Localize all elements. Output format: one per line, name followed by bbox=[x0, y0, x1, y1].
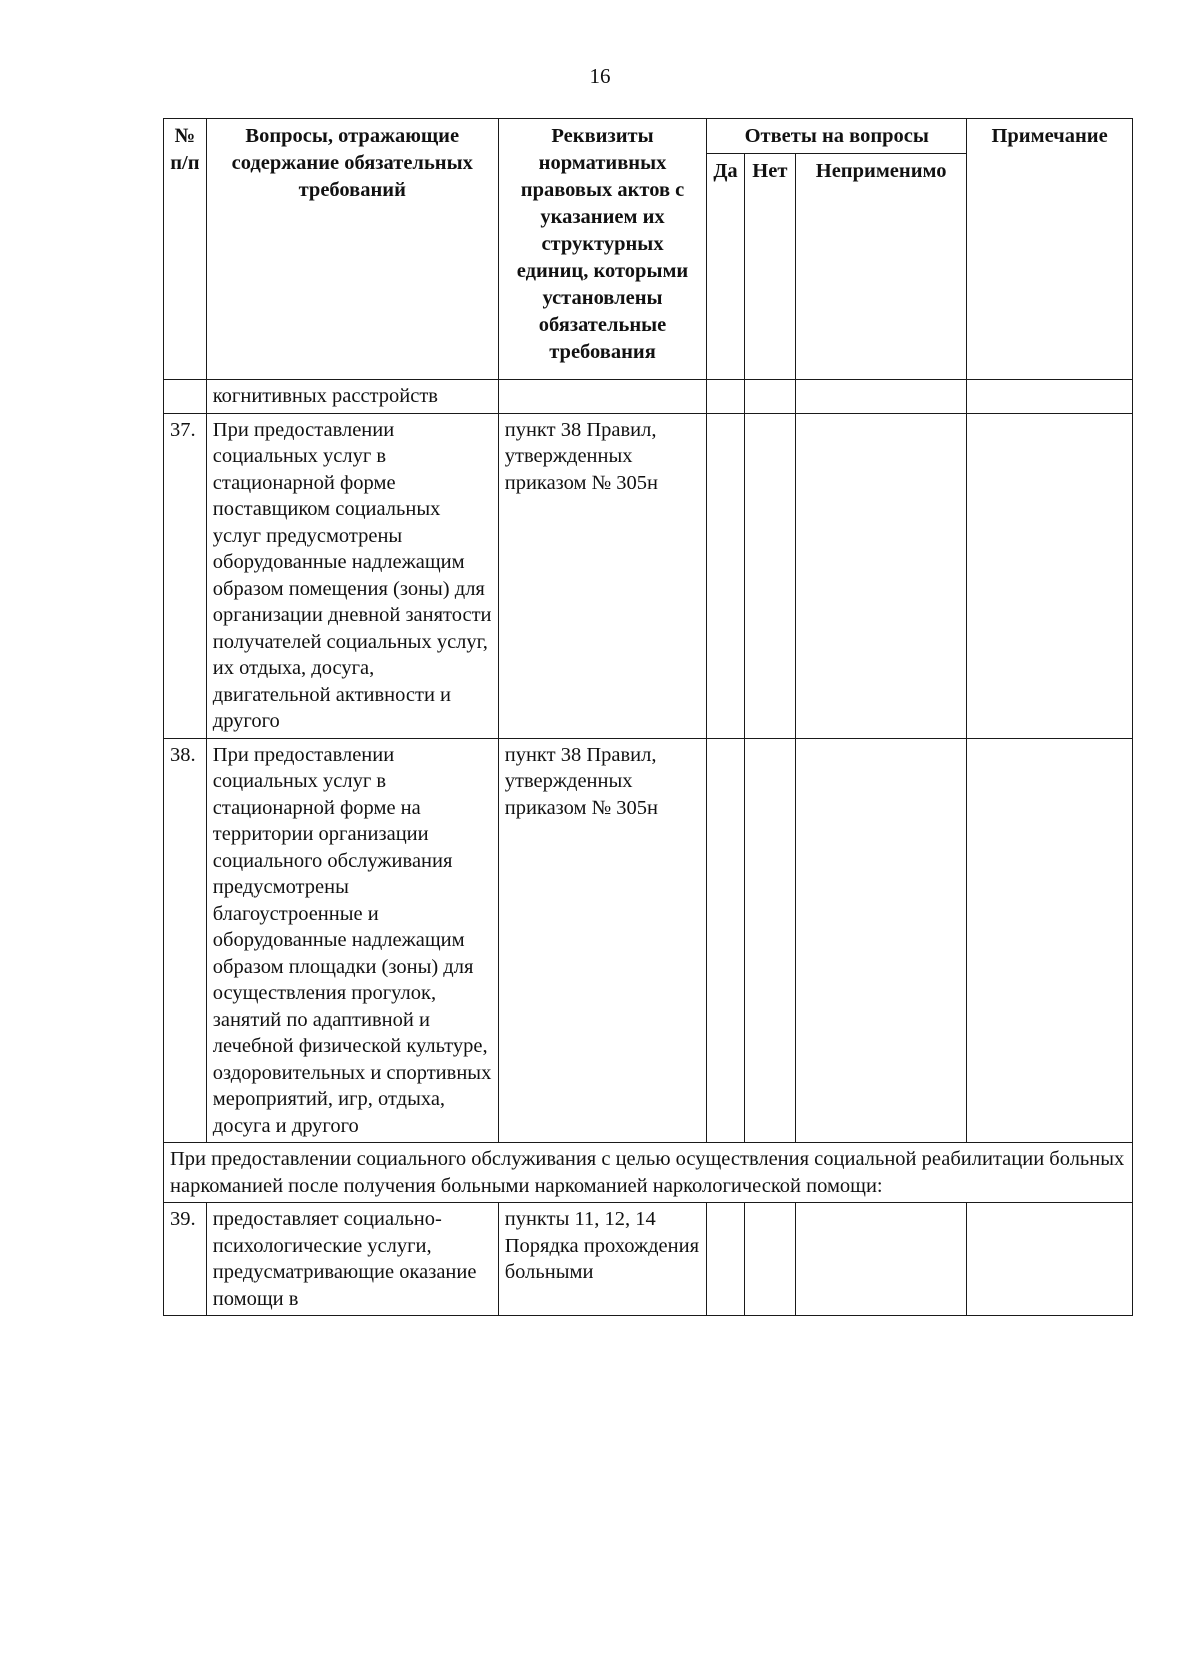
note-cell[interactable] bbox=[967, 738, 1133, 1143]
section-heading-row bbox=[164, 1143, 1133, 1203]
row-num bbox=[164, 380, 207, 414]
header-answers: Ответы на вопросы bbox=[707, 119, 967, 154]
page-number: 16 bbox=[589, 64, 611, 88]
section-heading: При предоставлении социального обслуживания с целью осуществления социальной реабилитации больных наркоманией после получения больными наркоманией наркологической помощи: bbox=[164, 1143, 1133, 1203]
row-question: При предоставлении социальных услуг в стационарной форме на территории организации социального обслуживания предусмотрены благоустроенные и оборудованные надлежащим образом площадки (зоны) для осуществления прогулок, занятий по адаптивной и лечебной физической культуре, оздоровительных и спортивных мероприятий, игр, отдыха, досуга и другого bbox=[206, 738, 498, 1143]
header-num: № п/п bbox=[164, 119, 207, 380]
header-not-applicable: Неприменимо bbox=[796, 154, 967, 380]
header-row bbox=[164, 119, 1133, 154]
table-row bbox=[164, 738, 1133, 1143]
answer-yes-cell[interactable] bbox=[707, 413, 744, 738]
table-row bbox=[164, 1203, 1133, 1316]
answer-na-cell[interactable] bbox=[796, 413, 967, 738]
answer-yes-cell[interactable] bbox=[707, 738, 744, 1143]
continuation-row bbox=[164, 380, 1133, 414]
answer-na-cell[interactable] bbox=[796, 380, 967, 414]
header-yes: Да bbox=[707, 154, 744, 380]
note-cell[interactable] bbox=[967, 413, 1133, 738]
note-cell[interactable] bbox=[967, 380, 1133, 414]
answer-no-cell[interactable] bbox=[744, 380, 795, 414]
row-requisites: пункт 38 Правил, утвержденных приказом № 305н bbox=[498, 413, 707, 738]
answer-no-cell[interactable] bbox=[744, 413, 795, 738]
row-question: предоставляет социально-психологические услуги, предусматривающие оказание помощи в bbox=[206, 1203, 498, 1316]
answer-no-cell[interactable] bbox=[744, 738, 795, 1143]
row-requisites: пункт 38 Правил, утвержденных приказом № 305н bbox=[498, 738, 707, 1143]
answer-yes-cell[interactable] bbox=[707, 380, 744, 414]
header-question: Вопросы, отражающие содержание обязательных требований bbox=[206, 119, 498, 380]
header-no: Нет bbox=[744, 154, 795, 380]
answer-na-cell[interactable] bbox=[796, 738, 967, 1143]
row-num: 37. bbox=[164, 413, 207, 738]
checklist-table bbox=[163, 118, 1133, 1316]
row-question: При предоставлении социальных услуг в стационарной форме поставщиком социальных услуг предусмотрены оборудованные надлежащим образом помещения (зоны) для организации дневной занятости получателей социальных услуг, их отдыха, досуга, двигательной активности и другого bbox=[206, 413, 498, 738]
table-row bbox=[164, 413, 1133, 738]
answer-na-cell[interactable] bbox=[796, 1203, 967, 1316]
note-cell[interactable] bbox=[967, 1203, 1133, 1316]
row-requisites: пункты 11, 12, 14 Порядка прохождения больными bbox=[498, 1203, 707, 1316]
row-question: когнитивных расстройств bbox=[206, 380, 498, 414]
header-requisites: Реквизиты нормативных правовых актов с указанием их структурных единиц, которыми установлены обязательные требования bbox=[498, 119, 707, 380]
row-num: 39. bbox=[164, 1203, 207, 1316]
row-num: 38. bbox=[164, 738, 207, 1143]
answer-no-cell[interactable] bbox=[744, 1203, 795, 1316]
header-note: Примечание bbox=[967, 119, 1133, 380]
answer-yes-cell[interactable] bbox=[707, 1203, 744, 1316]
